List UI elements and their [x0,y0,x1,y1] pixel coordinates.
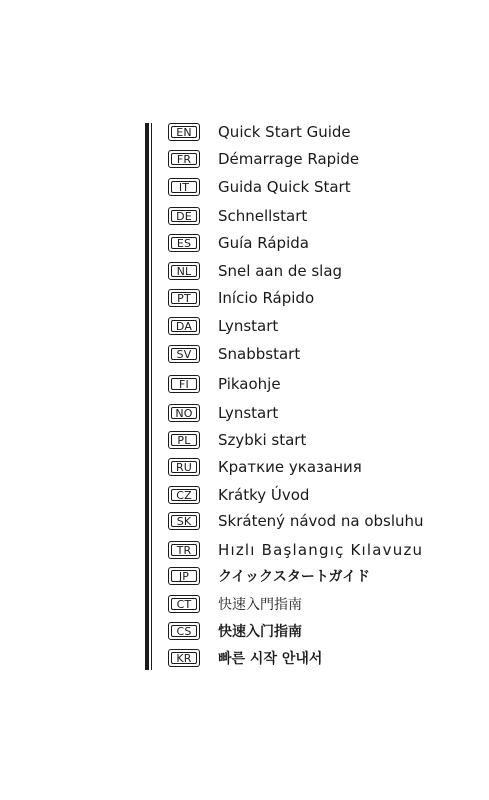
language-code-badge: CS [168,622,200,640]
language-code-badge: CZ [168,486,200,504]
language-code-badge: DE [168,207,200,225]
language-code-badge: NL [168,262,200,280]
language-code-badge: FR [168,150,200,168]
language-code-badge: CT [168,595,200,613]
language-title: 快速入门指南 [218,624,302,640]
language-row-fr [168,147,359,171]
language-title: Snabbstart [218,345,301,363]
language-code-badge: PL [168,431,200,449]
language-row-fi [168,372,281,396]
language-title: Snel aan de slag [218,262,343,280]
language-title: Guida Quick Start [218,178,351,196]
language-title: Krátky Úvod [218,486,310,504]
language-code-badge: SK [168,512,200,530]
language-code-badge: IT [168,178,200,196]
language-title: Skrátený návod na obsluhu [218,512,424,530]
language-code-badge: EN [168,123,200,141]
language-row-pl [168,428,306,452]
language-code-badge: SV [168,345,200,363]
language-title: Quick Start Guide [218,123,351,141]
language-code-badge: JP [168,567,200,585]
language-title: Guía Rápida [218,234,309,252]
language-row-tr [168,538,423,562]
language-row-pt [168,286,314,310]
language-row-de [168,204,307,228]
language-row-kr [168,646,322,670]
language-title: Hızlı Başlangıç Kılavuzu [218,541,424,559]
language-title: Pikaohje [218,375,281,393]
language-row-en [168,120,351,144]
language-title: Lynstart [218,404,279,422]
language-row-it [168,175,351,199]
language-row-cs [168,619,302,643]
language-title: Início Rápido [218,289,315,307]
language-row-ru [168,455,362,479]
language-title: Lynstart [218,317,279,335]
language-title: 빠른 시작 안내서 [218,651,323,667]
language-row-ct [168,592,302,616]
language-code-badge: NO [168,404,200,422]
language-row-da [168,314,278,338]
language-row-nl [168,259,342,283]
language-title: Démarrage Rapide [218,150,360,168]
language-row-no [168,401,278,425]
language-row-jp [168,564,370,588]
language-code-badge: PT [168,289,200,307]
language-title: Schnellstart [218,207,308,225]
language-title: Краткие указания [218,458,362,476]
language-row-es [168,231,309,255]
language-code-badge: TR [168,541,200,559]
language-code-badge: KR [168,649,200,667]
language-title: Szybki start [218,431,307,449]
language-code-badge: RU [168,458,200,476]
vertical-rule-thick [145,123,149,670]
language-row-cz [168,483,309,507]
language-title: 快速入門指南 [218,597,302,613]
language-title: クイックスタートガイド [218,569,371,585]
language-code-badge: FI [168,375,200,393]
language-row-sv [168,342,300,366]
language-row-sk [168,509,424,533]
language-code-badge: DA [168,317,200,335]
language-code-badge: ES [168,234,200,252]
vertical-rule-thin [151,123,152,670]
